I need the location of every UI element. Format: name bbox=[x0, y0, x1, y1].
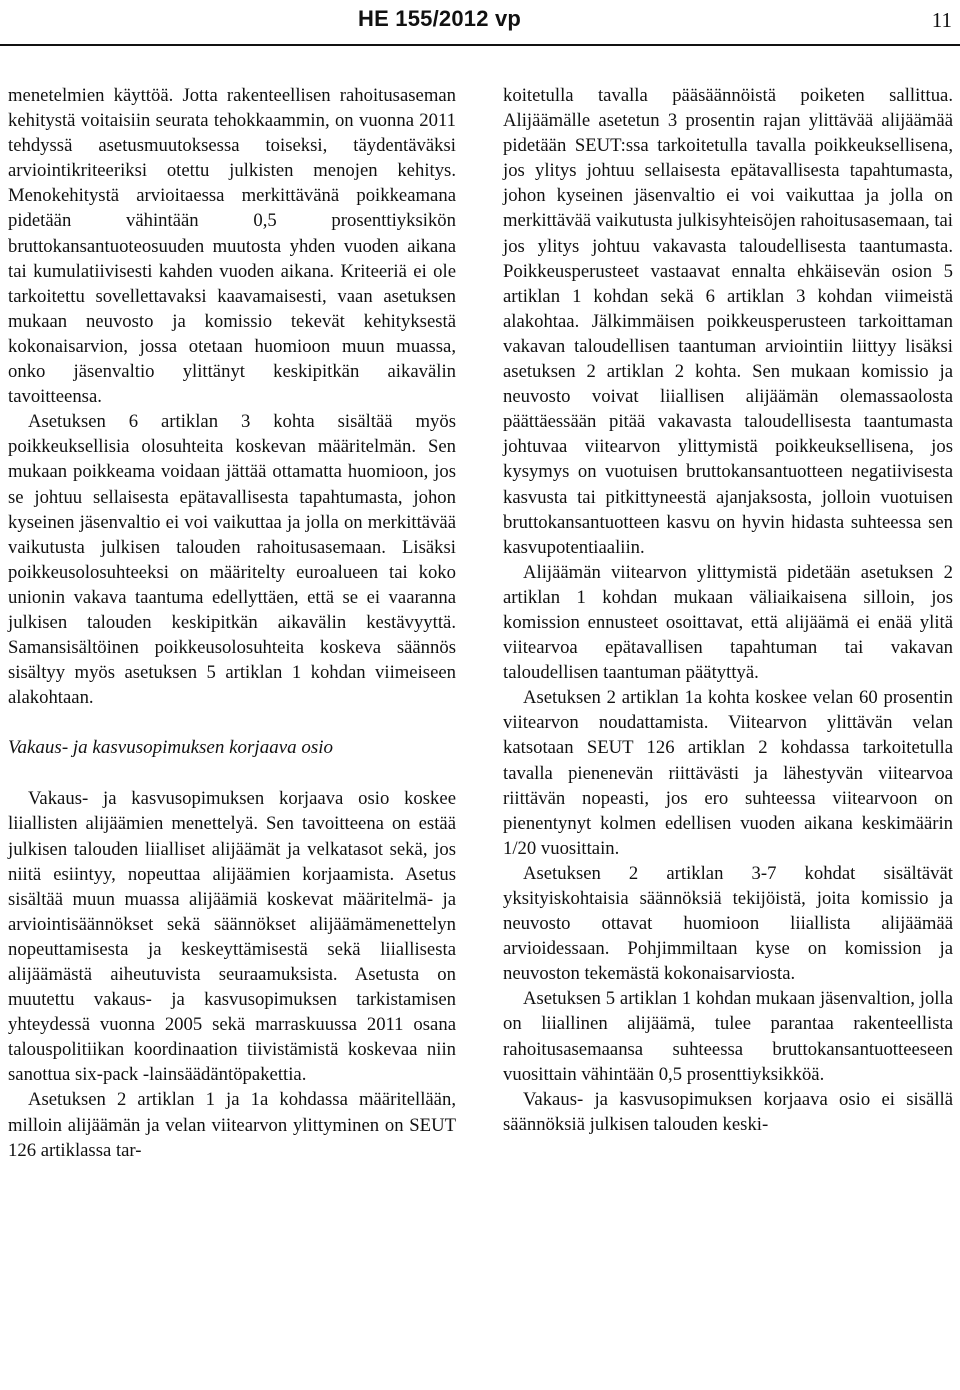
paragraph: Alijäämän viitearvon ylittymistä pidetään asetuksen 2 artiklan 1 kohdan mukaan väliaikaisena silloin, jos komission ennusteet osoittavat, että alijäämä ei enää ylitä viitearvoa epätavallisen tapahtuman tai vakavan taloudellisen taantuman päätyttyä. bbox=[503, 561, 953, 684]
section-heading: Vakaus- ja kasvusopimuksen korjaava osio bbox=[8, 737, 334, 759]
header-rule bbox=[0, 44, 960, 46]
paragraph: Vakaus- ja kasvusopimuksen korjaava osio koskee liiallisten alijäämien menettelyä. Sen tavoitteena on estää julkisen talouden liialliset alijäämät ja velkatasot sekä, jos niitä esiintyy, nopeuttaa alijäämien korjaamista. Asetus sisältää muun muassa alijäämiä koskevat määritelmä- ja arviointisäännökset sekä säännökset alijäämämenettelyn nopeuttamisesta ja keskeyttämisestä sekä liiallisesta alijäämästä aiheutuvista seuraamuksista. Asetusta on muutettu vakaus- ja kasvusopimuksen tarkistamisen yhteydessä vuonna 2005 sekä marraskuussa 2011 osana talouspolitiikan koordinaation tiivistämistä koskevaa niin sanottua six-pack -lainsäädäntöpakettia. bbox=[8, 788, 456, 1086]
paragraph: menetelmien käyttöä. Jotta rakenteellisen rahoitusaseman kehitystä voitaisiin seurata tehokkaammin, on vuonna 2011 tehdyssä asetusmuutoksessa toiseksi, täydentäväksi arviointikriteeriksi otettu julkisten menojen kehitys. Menokehitystä arvioitaessa merkittävänä poikkeamana pidetään vähintään 0,5 prosenttiyksikön bruttokansantuoteosuuden muutosta yhden vuoden aikana tai kumulatiivisesti kahden vuoden aikana. Kriteeriä ei ole tarkoitettu sovellettavaksi kaavamaisesti, vaan asetuksen mukaan neuvosto ja komissio tekevät kehityksestä kokonaisarvion, jossa otetaan huomioon muun muassa, onko jäsenvaltio ylittänyt keskipitkän aikavälin tavoitteensa. bbox=[8, 85, 456, 408]
paragraph: Asetuksen 6 artiklan 3 kohta sisältää myös poikkeuksellisia olosuhteita koskevan määritelmän. Sen mukaan poikkeama voidaan jättää ottamatta huomioon, jos se johtuu sellaisesta epätavallisesta tapahtumasta, johon kyseinen jäsenvaltio ei voi vaikuttaa ja jolla on merkittävää vaikutusta julkisen talouden rahoitusasemaan. Lisäksi poikkeusolosuhteeksi on määritelty euroalueen tai koko unionin vakava taantuma edellyttäen, että se ei vaaranna julkisen talouden keskipitkän aikavälin kestävyyttä. Samansisältöinen poikkeusolosuhteita koskeva säännös sisältyy myös asetuksen 5 artiklan 1 kohdan viimeiseen alakohtaan. bbox=[8, 411, 456, 709]
document-id: HE 155/2012 vp bbox=[358, 6, 522, 31]
paragraph: Asetuksen 5 artiklan 1 kohdan mukaan jäsenvaltion, jolla on liiallinen alijäämä, tulee parantaa rakenteellista rahoitusasemaansa suhteessa bruttokansantuotteeseen vuosittain vähintään 0,5 prosenttiyksikköä. bbox=[503, 988, 953, 1085]
paragraph: koitetulla tavalla pääsäännöistä poiketen sallittua. Alijäämälle asetetun 3 prosentin rajan ylittävää alijäämää pidetään SEUT:ssa tarkoitetulla tavalla poikkeuksellisena, jos ylitys johtuu sellaisesta epätavallisesta tapahtumasta, johon kyseinen jäsenvaltio ei voi vaikuttaa ja jolla on merkittävää vaikutusta julkisyhteisöjen rahoitusasemaan, tai jos ylitys johtuu vakavasta taloudellisesta taantumasta. Poikkeusperusteet vastaavat ennalta ehkäisevän osion 5 artiklan 1 kohdan sekä 6 artiklan 3 kohdan viimeistä alakohtaa. Jälkimmäisen poikkeusperusteen tarkoittaman vakavan taloudellisen taantuman arviointiin liittyy lisäksi asetuksen 2 artiklan 2 kohta. Sen mukaan komissio ja neuvosto voivat liiallisen alijäämän olemassaolosta päättäessään pitää vakavasta taloudellisesta taantumasta johtuvaa viitearvon ylittymistä poikkeuksellisena, jos kysymys on vuotuisen bruttokansantuotteen negatiivisesta kasvusta tai pitkittyneestä ajanjaksosta, jolloin vuotuisen bruttokansantuotteen kasvu on hyvin hidasta suhteessa sen kasvupotentiaaliin. bbox=[503, 85, 953, 558]
paragraph: Vakaus- ja kasvusopimuksen korjaava osio ei sisällä säännöksiä julkisen talouden keski- bbox=[503, 1088, 953, 1135]
left-column bbox=[8, 83, 456, 1163]
right-column bbox=[503, 83, 953, 1137]
paragraph: Asetuksen 2 artiklan 1 ja 1a kohdassa määritellään, milloin alijäämän ja velan viitearvon ylittyminen on SEUT 126 artiklassa tar- bbox=[8, 1089, 456, 1161]
paragraph: Asetuksen 2 artiklan 3-7 kohdat sisältävät yksityiskohtaisia säännöksiä tekijöistä, joita komissio ja neuvosto ottavat huomioon liiallista alijäämää arvioidessaan. Pohjimmiltaan kyse on komission ja neuvoston tekemästä kokonaisarviosta. bbox=[503, 862, 953, 985]
page-header bbox=[0, 0, 960, 50]
page-number: 11 bbox=[931, 8, 952, 32]
paragraph: Asetuksen 2 artiklan 1a kohta koskee velan 60 prosentin viitearvon noudattamista. Viitearvon ylittävän velan katsotaan SEUT 126 artiklan 2 kohdassa tarkoitetulla tavalla pienenevän riittävästi ja lähestyvän viitearvoa riittävän nopeasti, jos ero suhteessa viitearvoon on pienentynyt kolmen edellisen vuoden aikana keskimäärin 1/20 vuosittain. bbox=[503, 687, 953, 859]
